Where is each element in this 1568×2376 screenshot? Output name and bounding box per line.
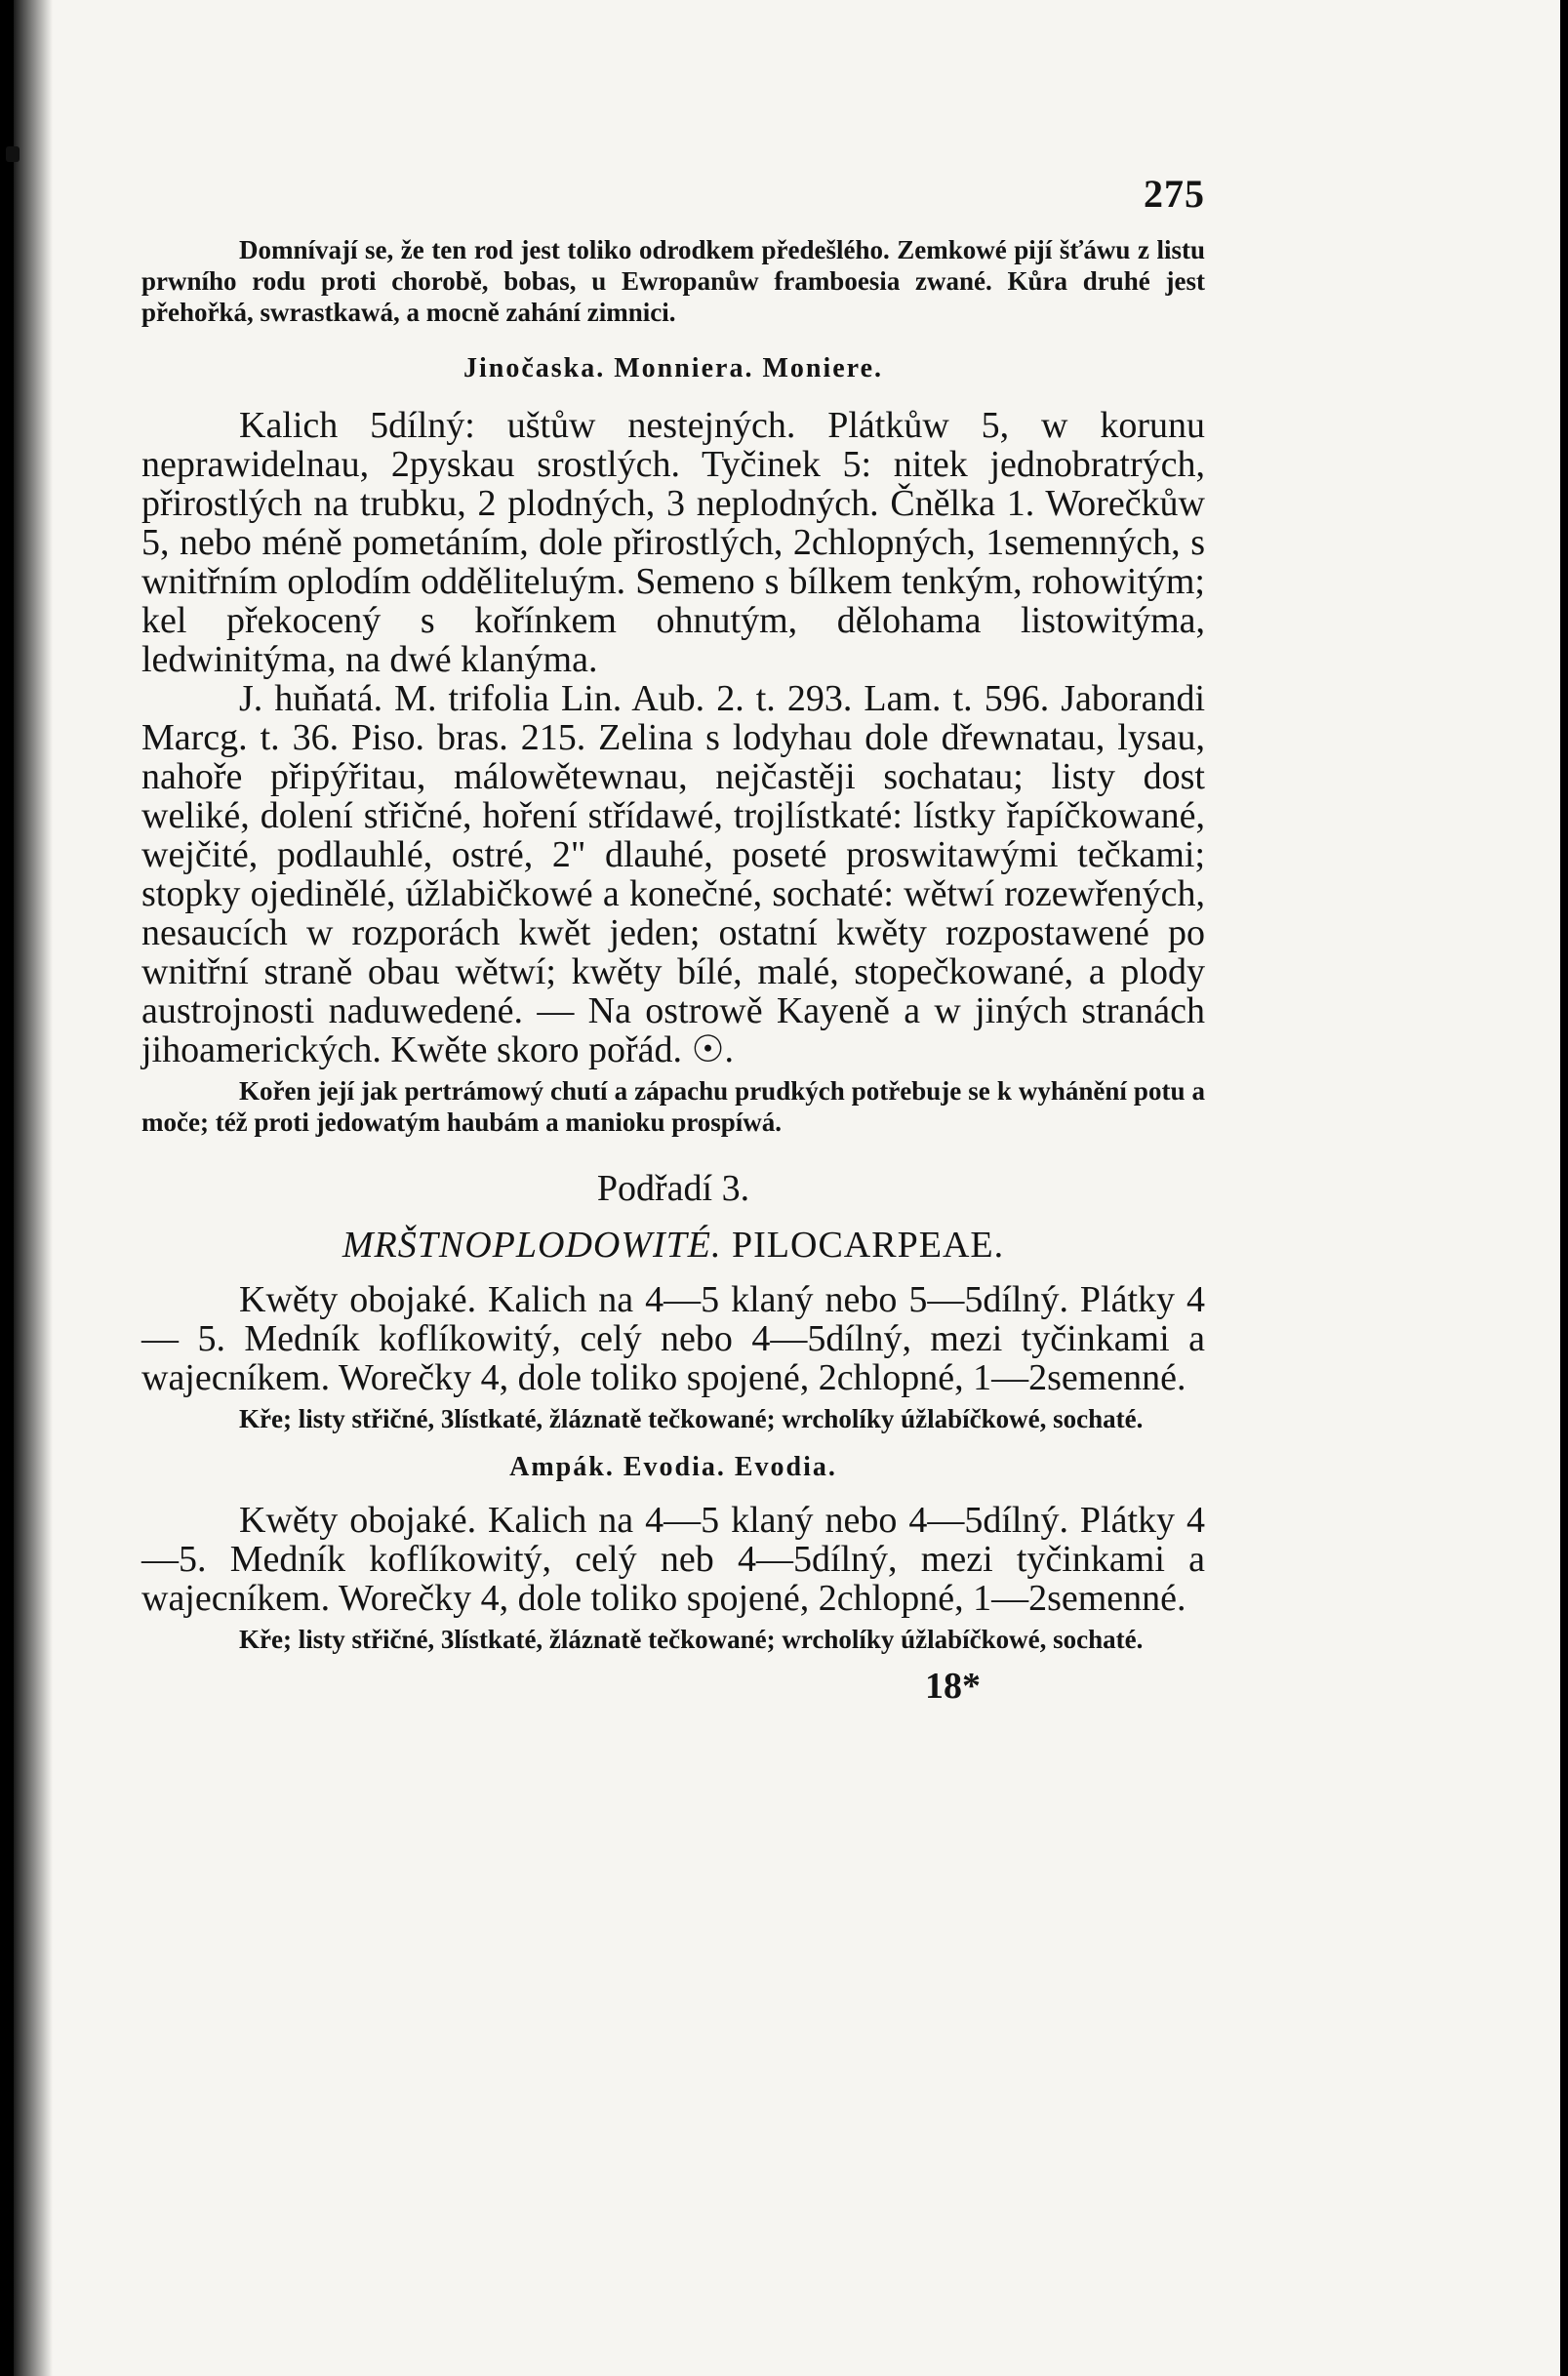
- binding-mark: [6, 146, 20, 162]
- subdivision-title-latin: PILOCARPEAE.: [732, 1225, 1005, 1266]
- note-species-root: Kořen její jak pertrámowý chutí a zápachu prudkých potřebuje se k wyhánění potu a moče; též proti jedowatým haubám a manioku prospíwá.: [141, 1076, 1205, 1137]
- species-description-monniera-trifolia: J. huňatá. M. trifolia Lin. Aub. 2. t. 293. Lam. t. 596. Jaborandi Marcg. t. 36. Piso. bras. 215. Zelina s lodyhau dole dřewnatau, lysau, nahoře připýřitau, málowětewnau, nejčastěji sochatau; listy dost weliké, dolení střičné, hoření střídawé, trojlístkaté: lístky řapíčkowané, wejčité, podlauhlé, ostré, 2" dlauhé, poseté proswitawými tečkami; stopky ojedinělé, úžlabičkowé a konečné, sochaté: wětwí rozewřených, nesaucích w rozporách kwět jeden; ostatní kwěty rozpostawené po wnitřní straně obau wětwí; kwěty bílé, malé, stopečkowané, a plody austrojnosti naduwedené. — Na ostrowě Kayeně a w jiných stranách jihoamerických. Kwěte skoro pořád. ☉.: [141, 678, 1205, 1070]
- note-top: Domnívají se, že ten rod jest toliko odrodkem předešlého. Zemkowé pijí šťáwu z listu prwního rodu proti chorobě, bobas, u Ewropanůw framboesia zwané. Kůra druhé jest přehořká, swrastkawá, a mocně zahání zimnici.: [141, 235, 1205, 327]
- page-number: 275: [1144, 172, 1205, 216]
- subdivision-title: [141, 1224, 1205, 1267]
- subdivision-number: Podřadí 3.: [596, 1168, 750, 1209]
- note-subdivision: Kře; listy střičné, 3lístkaté, žláznatě tečkowané; wrcholíky úžlabíčkowé, sochaté.: [239, 1404, 1144, 1433]
- genus-header-monniera: Jinočaska. Monniera. Moniere.: [462, 353, 883, 383]
- subdivision-description: Kwěty obojaké. Kalich na 4—5 klaný nebo 5—5dílný. Plátky 4 — 5. Medník koflíkowitý, celý nebo 4—5dílný, mezi tyčinkami a wajecníkem. Worečky 4, dole toliko spojené, 2chlopné, 1—2semenné.: [141, 1279, 1205, 1398]
- genus-header-evodia: Ampák. Evodia. Evodia.: [509, 1452, 837, 1482]
- page-content: [141, 156, 1205, 1706]
- page-edge-shadow: [14, 0, 53, 2376]
- genus-description-monniera: Kalich 5dílný: uštůw nestejných. Plátkůw 5, w korunu neprawidelnau, 2pyskau srostlých. Tyčinek 5: nitek jednobratrých, přirostlých na trubku, 2 plodných, 3 neplodných. Čnělka 1. Worečkůw 5, nebo méně pometáním, dole přirostlých, 2chlopných, 1semenných, s wnitřním oplodím odděliteluým. Semeno s bílkem tenkým, rohowitým; kel překocený s kořínkem ohnutým, dělohama listowitýma, ledwinitýma, na dwé klanýma.: [141, 405, 1205, 680]
- note-genus-evodia: Kře; listy střičné, 3lístkaté, žláznatě tečkowané; wrcholíky úžlabíčkowé, sochaté.: [239, 1625, 1144, 1654]
- signature-mark: 18*: [925, 1666, 981, 1707]
- genus-description-evodia: Kwěty obojaké. Kalich na 4—5 klaný nebo 4—5dílný. Plátky 4—5. Medník koflíkowitý, celý neb 4—5dílný, mezi tyčinkami a wajecníkem. Worečky 4, dole toliko spojené, 2chlopné, 1—2semenné.: [141, 1500, 1205, 1619]
- subdivision-title-czech: MRŠTNOPLODOWITÉ.: [342, 1225, 722, 1266]
